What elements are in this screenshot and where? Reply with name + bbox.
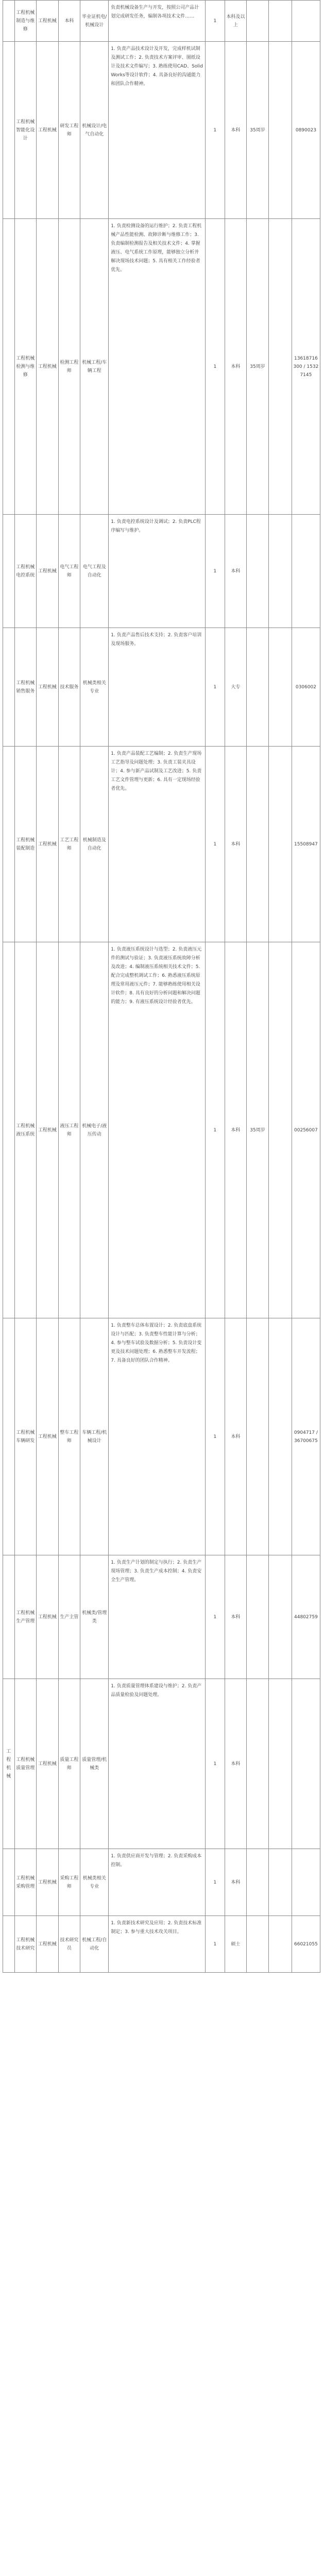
cell-major: 机械电子/液压传动 (80, 942, 109, 1318)
cell-count: 1 (206, 1318, 225, 1555)
cell-age: 35周岁 (247, 942, 269, 1318)
cell-position: 工艺工程师 (58, 747, 80, 942)
cell-count: 1 (206, 1555, 225, 1679)
cell-phone: 00256007 (292, 942, 320, 1318)
cell-date (268, 1916, 292, 1973)
cell-company: 工程机械装配制造 (14, 747, 37, 942)
cell-position: 研发工程师 (58, 42, 80, 219)
table-row (3, 942, 320, 1318)
table-row (3, 1318, 320, 1555)
cell-count: 1 (206, 1916, 225, 1973)
cell-position: 技术研究员 (58, 1916, 80, 1973)
cell-category (3, 1555, 15, 1679)
cell-major: 机械工程/车辆工程 (80, 219, 109, 515)
cell-duties: 1. 负责产品售后技术支持；2. 负责客户培训及现场服务。 (109, 628, 206, 747)
cell-age (247, 628, 269, 747)
table-row (3, 1849, 320, 1916)
cell-major: 车辆工程/机械设计 (80, 1318, 109, 1555)
cell-duties: 1. 负责生产计划的制定与执行；2. 负责生产现场管理；3. 负责生产成本控制；4. 负责安全生产管理。 (109, 1555, 206, 1679)
cell-education: 本科 (225, 515, 247, 628)
cell-count: 1 (206, 1, 225, 42)
cell-major: 机械类/管理类 (80, 1555, 109, 1679)
cell-phone (292, 515, 320, 628)
table-row (3, 42, 320, 219)
cell-major: 毕业证机电/机械设计 (80, 1, 109, 42)
cell-dept: 工程机械 (37, 1555, 59, 1679)
cell-date (268, 942, 292, 1318)
cell-age: 35周岁 (247, 219, 269, 515)
cell-dept: 工程机械 (37, 1679, 59, 1849)
table-row (3, 1555, 320, 1679)
cell-company: 工程机械销售服务 (14, 628, 37, 747)
cell-dept: 工程机械 (37, 747, 59, 942)
cell-category (3, 628, 15, 747)
cell-phone: 15508947 (292, 747, 320, 942)
cell-company: 工程机械车辆研发 (14, 1318, 37, 1555)
cell-count: 1 (206, 1849, 225, 1916)
cell-category (3, 1318, 15, 1555)
cell-age: 35周岁 (247, 42, 269, 219)
cell-dept: 工程机械 (37, 628, 59, 747)
cell-company: 工程机械制造与维修 (14, 1, 37, 42)
cell-category (3, 515, 15, 628)
cell-major: 机械类相关专业 (80, 1849, 109, 1916)
cell-position: 液压工程师 (58, 942, 80, 1318)
cell-age (247, 1679, 269, 1849)
cell-education: 本科 (225, 747, 247, 942)
cell-age (247, 747, 269, 942)
cell-major: 机械类相关专业 (80, 628, 109, 747)
cell-phone (292, 1679, 320, 1849)
cell-category (3, 1916, 15, 1973)
cell-category (3, 747, 15, 942)
cell-duties: 1. 负责供应商开发与管理；2. 负责采购成本控制。 (109, 1849, 206, 1916)
table-row (3, 1, 320, 42)
cell-position: 质量工程师 (58, 1679, 80, 1849)
cell-category (3, 219, 15, 515)
cell-education: 硕士 (225, 1916, 247, 1973)
cell-age (247, 1318, 269, 1555)
cell-phone (292, 1, 320, 42)
cell-major: 质量管理/机械类 (80, 1679, 109, 1849)
cell-count: 1 (206, 628, 225, 747)
cell-dept: 工程机械 (37, 515, 59, 628)
cell-phone: 0904717 / 36700675 (292, 1318, 320, 1555)
cell-date (268, 1849, 292, 1916)
cell-date (268, 1679, 292, 1849)
cell-company: 工程机械电控系统 (14, 515, 37, 628)
cell-phone: 0890023 (292, 42, 320, 219)
cell-phone: 0306002 (292, 628, 320, 747)
cell-company: 工程机械液压系统 (14, 942, 37, 1318)
cell-education: 大专 (225, 628, 247, 747)
cell-position: 采购工程师 (58, 1849, 80, 1916)
cell-company: 工程机械检测与维修 (14, 219, 37, 515)
cell-phone (292, 1849, 320, 1916)
cell-dept: 工程机械 (37, 942, 59, 1318)
cell-dept: 工程机械 (37, 1, 59, 42)
cell-date (268, 628, 292, 747)
cell-category: 工程机械 (3, 1679, 15, 1849)
cell-date (268, 515, 292, 628)
table-row (3, 628, 320, 747)
table-row (3, 747, 320, 942)
cell-major: 机械制造及自动化 (80, 747, 109, 942)
cell-company: 工程机械采购管理 (14, 1849, 37, 1916)
job-table-sheet (3, 0, 320, 2576)
cell-duties: 1. 负责产品技术设计及开发，完成样机试制及测试工作；2. 负责技术方案评审、图纸设计及技术文件编写；3. 熟练使用CAD、SolidWorks等设计软件；4. 具备良好的沟通能力和团队合作精神。 (109, 42, 206, 219)
cell-category (3, 1, 15, 42)
cell-duties: 1. 负责液压系统设计与选型；2. 负责液压元件的测试与验证；3. 负责液压系统故障分析及改进；4. 编制液压系统相关技术文件；5. 配合完成整机调试工作；6. 熟悉液压系统原理及常用液压元件；7. 能够熟练使用相关设计软件；8. 具有良好的分析问题和解决问题的能力；9. 有液压系统设计经验者优先。 (109, 942, 206, 1318)
cell-company: 工程机械生产管理 (14, 1555, 37, 1679)
cell-dept: 工程机械 (37, 219, 59, 515)
cell-major: 电气工程及自动化 (80, 515, 109, 628)
cell-age (247, 1, 269, 42)
cell-dept: 工程机械 (37, 1849, 59, 1916)
cell-company: 工程机械技术研究 (14, 1916, 37, 1973)
cell-phone: 44802759 (292, 1555, 320, 1679)
cell-count: 1 (206, 942, 225, 1318)
cell-date (268, 747, 292, 942)
cell-position: 技术服务 (58, 628, 80, 747)
cell-count: 1 (206, 42, 225, 219)
cell-category (3, 1849, 15, 1916)
cell-date (268, 1, 292, 42)
cell-position: 整车工程师 (58, 1318, 80, 1555)
cell-date (268, 42, 292, 219)
cell-category (3, 42, 15, 219)
cell-count: 1 (206, 515, 225, 628)
cell-education: 本科及以上 (225, 1, 247, 42)
cell-duties: 1. 负责整车总体布置设计；2. 负责底盘系统设计与匹配；3. 负责整车性能计算与分析；4. 参与整车试验及数据分析；5. 负责设计变更及技术问题处理；6. 熟悉整车开发流程；7. 具备良好的团队合作精神。 (109, 1318, 206, 1555)
cell-duties: 负责机械设备生产与开发，按照公司产品计划完成研发任务，编制各项技术文件…… (109, 1, 206, 42)
cell-education: 本科 (225, 219, 247, 515)
job-listing-table (3, 0, 320, 1973)
cell-education: 本科 (225, 1555, 247, 1679)
cell-major: 机械工程/自动化 (80, 1916, 109, 1973)
cell-age (247, 1555, 269, 1679)
cell-phone: 13618716300 / 15327145 (292, 219, 320, 515)
cell-duties: 1. 负责新技术研究及应用；2. 负责技术标准制定；3. 参与重大技术攻关项目。 (109, 1916, 206, 1973)
cell-position: 检测工程师 (58, 219, 80, 515)
cell-position: 本科 (58, 1, 80, 42)
cell-education: 本科 (225, 42, 247, 219)
cell-education: 本科 (225, 942, 247, 1318)
cell-count: 1 (206, 747, 225, 942)
cell-position: 电气工程师 (58, 515, 80, 628)
table-row (3, 1916, 320, 1973)
cell-age (247, 1916, 269, 1973)
table-row (3, 515, 320, 628)
cell-position: 生产主管 (58, 1555, 80, 1679)
cell-duties: 1. 负责质量管理体系建设与维护；2. 负责产品质量检验及问题处理。 (109, 1679, 206, 1849)
cell-education: 本科 (225, 1679, 247, 1849)
cell-date (268, 219, 292, 515)
cell-count: 1 (206, 1679, 225, 1849)
table-row (3, 219, 320, 515)
cell-date (268, 1318, 292, 1555)
cell-duties: 1. 负责产品装配工艺编制；2. 负责生产现场工艺指导及问题处理；3. 负责工装夹具设计；4. 参与新产品试制及工艺改进；5. 负责工艺文件管理与更新；6. 具有一定现场经验者优先。 (109, 747, 206, 942)
cell-education: 本科 (225, 1849, 247, 1916)
cell-phone: 66021055 (292, 1916, 320, 1973)
cell-duties: 1. 负责检测设备的运行维护；2. 负责工程机械产品性能检测、故障诊断与维修工作；3. 负责编制检测报告及相关技术文件；4. 掌握液压、电气系统工作原理，能够独立分析并解决现场技术问题；5. 具有相关工作经验者优先。 (109, 219, 206, 515)
cell-age (247, 1849, 269, 1916)
cell-category (3, 942, 15, 1318)
cell-count: 1 (206, 219, 225, 515)
cell-date (268, 1555, 292, 1679)
cell-company: 工程机械质量管理 (14, 1679, 37, 1849)
cell-education: 本科 (225, 1318, 247, 1555)
cell-dept: 工程机械 (37, 1318, 59, 1555)
cell-major: 机械设计/电气自动化 (80, 42, 109, 219)
cell-company: 工程机械智能化设计 (14, 42, 37, 219)
cell-dept: 工程机械 (37, 1916, 59, 1973)
cell-dept: 工程机械 (37, 42, 59, 219)
table-row (3, 1679, 320, 1849)
cell-age (247, 515, 269, 628)
cell-duties: 1. 负责电控系统设计及调试；2. 负责PLC程序编写与维护。 (109, 515, 206, 628)
